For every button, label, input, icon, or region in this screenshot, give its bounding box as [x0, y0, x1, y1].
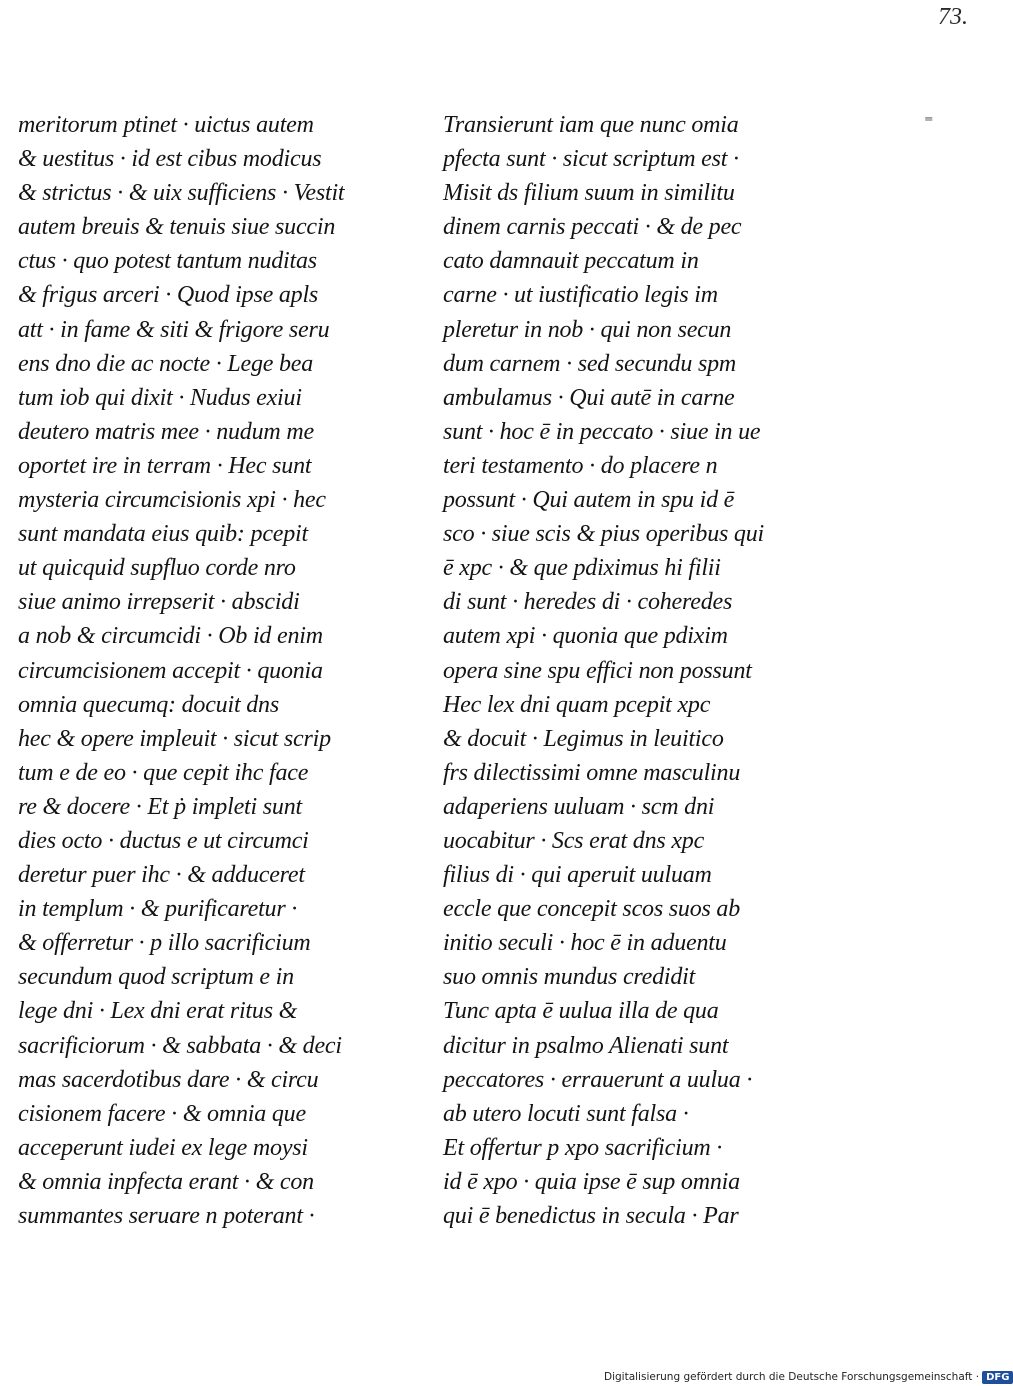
- text-line: in templum · & purificaretur ·: [18, 896, 298, 923]
- text-line: ab utero locuti sunt falsa ·: [443, 1100, 689, 1127]
- text-line: eccle que concepit scos suos ab: [443, 896, 741, 923]
- text-line: carne · ut iustificatio legis im: [443, 282, 718, 309]
- text-line: adaperiens uuluam · scm dni: [443, 793, 715, 820]
- text-line: & strictus · & uix sufficiens · Vestit: [18, 180, 345, 207]
- text-line: & docuit · Legimus in leuitico: [443, 725, 724, 752]
- text-line: autem breuis & tenuis siue succin: [18, 214, 336, 241]
- text-line: secundum quod scriptum e in: [18, 964, 294, 991]
- text-line: cato damnauit peccatum in: [443, 248, 699, 275]
- text-line: dies octo · ductus e ut circumci: [18, 827, 309, 854]
- text-line: initio seculi · hoc ē in aduentu: [443, 930, 727, 957]
- text-line: ut quicquid supfluo corde nro: [18, 555, 296, 582]
- right-text-column: [443, 108, 828, 1233]
- text-line: meritorum ptinet · uictus autem: [18, 112, 314, 138]
- text-line: pfecta sunt · sicut scriptum est ·: [443, 146, 739, 173]
- text-line: ē xpc · & que pdiximus hi filii: [443, 555, 721, 582]
- text-line: tum iob qui dixit · Nudus exiui: [18, 384, 302, 411]
- text-line: & offerretur · p illo sacrificium: [18, 930, 311, 957]
- text-line: uocabitur · Scs erat dns xpc: [443, 827, 705, 854]
- text-line: circumcisionem accepit · quonia: [18, 657, 323, 684]
- text-line: suo omnis mundus credidit: [443, 964, 696, 991]
- text-line: ambulamus · Qui autē in carne: [443, 384, 735, 411]
- text-line: mysteria circumcisionis xpi · hec: [18, 487, 326, 514]
- text-line: teri testamento · do placere n: [443, 452, 718, 479]
- text-line: sunt · hoc ē in peccato · siue in ue: [443, 418, 761, 445]
- text-line: cisionem facere · & omnia que: [18, 1100, 306, 1127]
- dfg-logo: DFG: [982, 1371, 1013, 1384]
- text-line: frs dilectissimi omne masculinu: [443, 759, 741, 786]
- text-line: deretur puer ihc · & adduceret: [18, 862, 305, 889]
- text-line: Misit ds filium suum in similitu: [443, 180, 735, 207]
- text-line: Et offertur p xpo sacrificium ·: [443, 1134, 723, 1161]
- text-line: & uestitus · id est cibus modicus: [18, 146, 322, 173]
- text-line: opera sine spu effici non possunt: [443, 657, 752, 684]
- text-line: a nob & circumcidi · Ob id enim: [18, 623, 323, 650]
- text-line: & frigus arceri · Quod ipse apls: [18, 282, 319, 309]
- text-line: filius di · qui aperuit uuluam: [443, 862, 712, 889]
- text-line: pleretur in nob · qui non secun: [443, 316, 732, 343]
- text-line: qui ē benedictus in secula · Par: [443, 1203, 739, 1229]
- text-line: dicitur in psalmo Alienati sunt: [443, 1032, 729, 1059]
- text-line: deutero matris mee · nudum me: [18, 418, 314, 445]
- text-line: siue animo irrepserit · abscidi: [18, 589, 300, 616]
- funding-footer: [604, 1368, 1013, 1386]
- text-line: re & docere · Et ṗ impleti sunt: [18, 793, 302, 820]
- text-line: autem xpi · quonia que pdixim: [443, 623, 728, 650]
- margin-mark: ⁼: [924, 112, 934, 132]
- text-line: peccatores · errauerunt a uulua ·: [443, 1066, 753, 1093]
- text-line: hec & opere impleuit · sicut scrip: [18, 725, 331, 752]
- text-line: omnia quecumq: docuit dns: [18, 691, 279, 718]
- text-line: acceperunt iudei ex lege moysi: [18, 1134, 308, 1161]
- folio-number: 73.: [938, 4, 968, 30]
- text-line: sacrificiorum · & sabbata · & deci: [18, 1032, 342, 1059]
- text-line: summantes seruare n poterant ·: [18, 1203, 315, 1229]
- text-line: mas sacerdotibus dare · & circu: [18, 1066, 319, 1093]
- text-line: dum carnem · sed secundu spm: [443, 350, 737, 377]
- text-line: Hec lex dni quam pcepit xpc: [443, 691, 711, 718]
- text-line: sco · siue scis & pius operibus qui: [443, 521, 764, 548]
- text-line: lege dni · Lex dni erat ritus &: [18, 998, 298, 1025]
- text-line: ctus · quo potest tantum nuditas: [18, 248, 317, 275]
- text-line: possunt · Qui autem in spu id ē: [443, 487, 735, 514]
- footer-text: Digitalisierung gefördert durch die Deutsche Forschungsgemeinschaft ·: [604, 1371, 980, 1383]
- text-line: di sunt · heredes di · coheredes: [443, 589, 733, 616]
- text-line: id ē xpo · quia ipse ē sup omnia: [443, 1168, 740, 1195]
- text-line: dinem carnis peccati · & de pec: [443, 214, 742, 241]
- text-line: Tunc apta ē uulua illa de qua: [443, 998, 719, 1025]
- text-line: Transierunt iam que nunc omia: [443, 112, 739, 138]
- text-line: tum e de eo · que cepit ihc face: [18, 759, 309, 786]
- text-line: oportet ire in terram · Hec sunt: [18, 452, 312, 479]
- text-line: att · in fame & siti & frigore seru: [18, 316, 330, 343]
- text-line: sunt mandata eius quib: pcepit: [18, 521, 308, 548]
- text-line: ens dno die ac nocte · Lege bea: [18, 350, 314, 377]
- text-line: & omnia inpfecta erant · & con: [18, 1168, 314, 1195]
- left-text-column: [18, 108, 398, 1233]
